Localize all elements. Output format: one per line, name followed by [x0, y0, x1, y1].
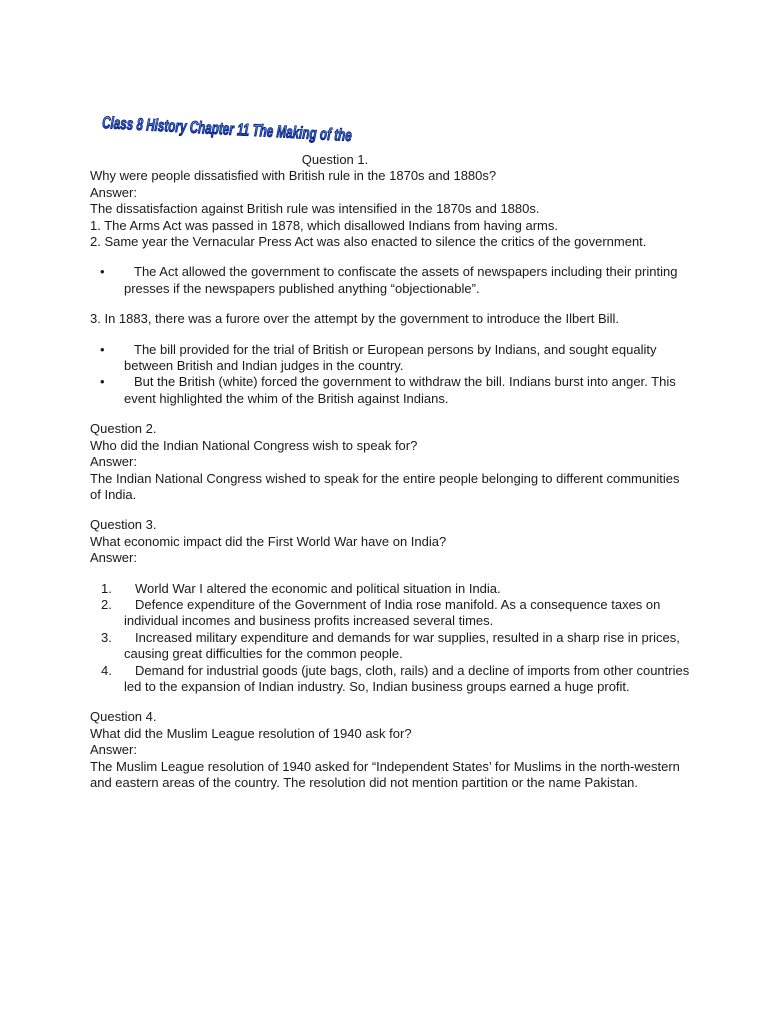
list-item-text: World War I altered the economic and political situation in India. [135, 580, 501, 596]
list-number: 3. [101, 629, 112, 645]
bullet-icon: • [100, 374, 105, 390]
q1-bullet-list-b [90, 342, 690, 408]
q4-heading: Question 4. [90, 709, 157, 725]
q1-bullet-list-a [90, 264, 690, 297]
q2-answer-label: Answer: [90, 454, 137, 470]
list-item [90, 264, 690, 297]
q2-question: Who did the Indian National Congress wish to speak for? [90, 437, 418, 453]
q1-question: Why were people dissatisfied with British rule in the 1870s and 1880s? [90, 168, 497, 184]
list-number: 1. [101, 580, 112, 596]
q4-answer: The Muslim League resolution of 1940 asked for “Independent States’ for Muslims in the north-western and eastern areas of the country. The resolution did not mention partition or the name Pakistan. [90, 758, 680, 790]
q1-heading: Question 1. [301, 152, 369, 167]
q2-heading: Question 2. [90, 421, 157, 437]
q1-answer-label: Answer: [90, 184, 137, 200]
q1-point-3: 3. In 1883, there was a furore over the attempt by the government to introduce the Ilbert Bill. [90, 311, 619, 327]
bullet-icon: • [100, 341, 105, 357]
q3-heading: Question 3. [90, 517, 157, 533]
list-number: 4. [101, 662, 112, 678]
list-number: 2. [101, 596, 112, 612]
list-item [90, 342, 690, 375]
list-item [90, 581, 690, 597]
list-item [90, 630, 690, 663]
document-title-wordart [100, 110, 466, 152]
q3-question: What economic impact did the First World War have on India? [90, 533, 447, 549]
q1-answer-line: The dissatisfaction against British rule was intensified in the 1870s and 1880s. [90, 201, 540, 217]
list-item-text: But the British (white) forced the government to withdraw the bill. Indians burst into anger. This event highlighted the whim of the British against Indians. [124, 374, 676, 406]
list-item-text: The Act allowed the government to confiscate the assets of newspapers including their printing presses if the newspapers published anything “objectionable”. [124, 264, 678, 296]
list-item-text: Defence expenditure of the Government of India rose manifold. As a consequence taxes on individual incomes and business profits increased several times. [124, 596, 661, 629]
document-body [90, 152, 690, 791]
list-item-text: The bill provided for the trial of British or European persons by Indians, and sought equality between British and Indian judges in the country. [124, 341, 657, 374]
q4-question: What did the Muslim League resolution of 1940 ask for? [90, 725, 412, 741]
q1-answer-line: 2. Same year the Vernacular Press Act was also enacted to silence the critics of the government. [90, 234, 647, 250]
q4-answer-label: Answer: [90, 742, 137, 758]
q3-numbered-list [90, 581, 690, 696]
q1-answer-line: 1. The Arms Act was passed in 1878, which disallowed Indians from having arms. [90, 217, 558, 233]
list-item-text: Increased military expenditure and demands for war supplies, resulted in a sharp rise in prices, causing great difficulties for the common people. [124, 629, 680, 662]
list-item [90, 597, 690, 630]
q2-answer: The Indian National Congress wished to speak for the entire people belonging to different communities of India. [90, 470, 680, 502]
q3-answer-label: Answer: [90, 550, 137, 566]
list-item-text: Demand for industrial goods (jute bags, cloth, rails) and a decline of imports from other countries led to the expansion of Indian industry. So, Indian business groups earned a huge profit. [124, 662, 690, 694]
bullet-icon: • [100, 264, 105, 280]
list-item [90, 374, 690, 407]
document-title: Class 8 History Chapter 11 The Making of the [101, 113, 466, 152]
list-item [90, 663, 690, 696]
